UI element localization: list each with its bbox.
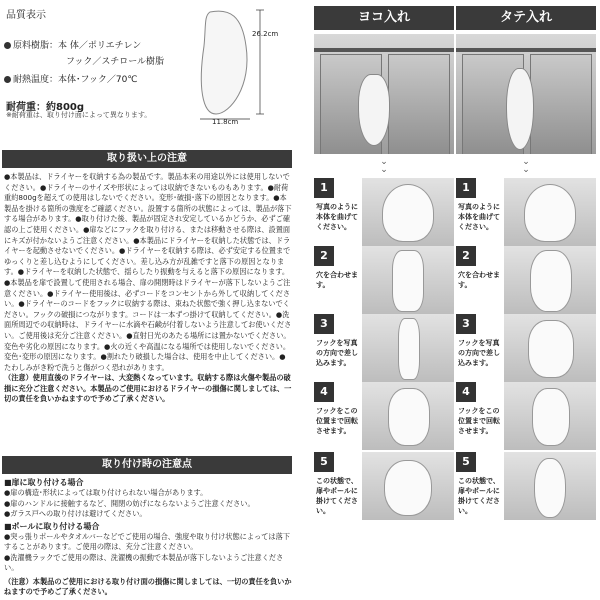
step-number: 2 xyxy=(456,246,476,266)
step-vertical-3 xyxy=(456,314,596,382)
step-number: 1 xyxy=(314,178,334,198)
step-photo xyxy=(362,452,454,520)
column-header-vertical: タテ入れ xyxy=(456,6,596,30)
caution-banner: 取り扱い上の注意 xyxy=(2,150,292,168)
step-text: 穴を合わせます。 xyxy=(458,271,500,289)
photo-horizontal-mounted xyxy=(314,34,454,154)
dimension-height: 26.2cm xyxy=(252,30,279,38)
photo-vertical-mounted xyxy=(456,34,596,154)
step-vertical-1 xyxy=(456,178,596,246)
step-vertical-5 xyxy=(456,452,596,520)
install-door-title: ■扉に取り付ける場合 xyxy=(4,478,84,487)
step-text: この状態で、扉やポールに掛けてください。 xyxy=(458,477,500,515)
spec-line-heat: 耐熱温度：本体･フック／70℃ xyxy=(4,74,137,87)
step-number: 1 xyxy=(456,178,476,198)
step-number: 2 xyxy=(314,246,334,266)
step-horizontal-2 xyxy=(314,246,454,314)
product-dimension-figure xyxy=(190,6,286,124)
step-photo xyxy=(362,178,454,246)
dimension-width: 11.8cm xyxy=(212,118,239,126)
step-number: 3 xyxy=(314,314,334,334)
step-photo xyxy=(504,246,596,314)
install-door-line: ●扉のハンドルに接触するなど、開閉の妨げにならないようご注意ください。 xyxy=(4,498,255,508)
step-photo xyxy=(362,314,454,382)
bullet-icon xyxy=(4,76,11,83)
step-number: 5 xyxy=(456,452,476,472)
step-photo xyxy=(362,382,454,450)
step-number: 4 xyxy=(456,382,476,402)
step-text: フックを写真の方向で差し込みます。 xyxy=(316,339,358,367)
step-vertical-2 xyxy=(456,246,596,314)
install-pole-title: ■ポールに取り付ける場合 xyxy=(4,521,100,531)
step-number: 5 xyxy=(314,452,334,472)
step-text: フックをこの位置まで回転させます。 xyxy=(458,407,500,435)
install-door-line: ●ガラス戸への取り付けは避けてください。 xyxy=(4,509,147,519)
step-text: 穴を合わせます。 xyxy=(316,271,358,289)
caution-warning: （注意）使用直後のドライヤーは、大変熱くなっています。収納する際は火傷や製品の破損に充分ご注意ください。本製品のご使用におけるドライヤーの損傷に関しましては、一切の責任を負いかねますので予めご了承ください。 xyxy=(4,373,292,404)
spec-line-material: 原料樹脂：本 体／ポリエチレン xyxy=(4,40,141,53)
step-horizontal-4 xyxy=(314,382,454,450)
step-text: この状態で、扉やポールに掛けてください。 xyxy=(316,477,358,515)
step-text: フックをこの位置まで回転させます。 xyxy=(316,407,358,435)
spec-title: 品質表示 xyxy=(6,10,46,21)
step-text: 写真のように本体を曲げてください。 xyxy=(458,203,500,231)
step-number: 4 xyxy=(314,382,334,402)
spec-line-hook: フック／スチロール樹脂 xyxy=(66,57,165,67)
column-header-horizontal: ヨコ入れ xyxy=(314,6,454,30)
bullet-icon xyxy=(4,42,11,49)
caution-text xyxy=(4,172,292,405)
install-final-note: （注意）本製品のご使用における取り付け面の損傷に関しましては、一切の責任を負いかねますので予めご了承ください。 xyxy=(4,576,292,597)
install-pole-line: ●突っ張りポールやタオルバーなどでご使用の場合、強度や取り付け状態によっては落下することがあります。ご使用の際は、充分ご注意ください。 xyxy=(4,532,290,552)
step-photo xyxy=(362,246,454,314)
chevron-down-icon: ⌄ ⌄ xyxy=(522,157,530,175)
install-pole-line: ●洗濯機ラックでご使用の際は、洗濯機の振動で本製品が落下しないようご注意ください。 xyxy=(4,552,284,573)
step-horizontal-1 xyxy=(314,178,454,246)
chevron-down-icon: ⌄ ⌄ xyxy=(380,157,388,175)
step-photo xyxy=(504,178,596,246)
step-horizontal-5 xyxy=(314,452,454,520)
step-photo xyxy=(504,452,596,520)
step-photo xyxy=(504,314,596,382)
caution-body: ●本製品は、ドライヤーを収納する為の製品です。製品本来の用途以外には使用しないでください。●ドライヤーのサイズや形状によっては収納できないものもあります。●耐荷重約800gを超えての使用はしないでください。変形･破損･落下の原因となります。●本製品を掛ける箇所の強度をご確認ください。設置する箇所の状態によっては、製品が落下する場合があります。●取り付けた後、製品が固定され安定しているかどうか、必ずご確認の上ご使用ください。●扉などにフックを取り付ける、または移動させる際は、設置面にキズが付かないようご注意ください。●本製品にドライヤーを収納した状態では、ドライヤーを起動させないでください。●ドライヤーを収納する際は、必ず安定する位置までゆっくりと差し込むようにしてください。差し込み方が乱雑ですと落下の原因となります。●ドライヤーを収納した状態で、揺らしたり振動を与えると落下の原因になります。●本製品を扉で設置して使用される場合、扉の開閉時はドライヤーが落下しないようご注意ください。●ドライヤー使用後は、必ずコードをコンセントから外して収納してください。●ドライヤーのコードをフックに収納する際は、束ねた状態で強く押し込まないでください。フックの破損につながります。コードは一本ずつ掛けて収納してください。●洗面所周辺での収納時は、ドライヤーに水滴や石鹸が付着しないよう注意してお使いください。ご使用後は充分ご注意ください。●直射日光のあたる場所には置かないでください。変色や劣化の原因になります。●火の近くや高温になる場所では使用しないでください。変色･変形の原因になります。●割れたり破損した場合は、使用を中止してください。●たわしみがき粉で洗うと傷がつく恐れがあります。 xyxy=(4,172,292,372)
step-vertical-4 xyxy=(456,382,596,450)
weight-capacity: 耐荷重：約800g xyxy=(6,102,85,113)
weight-note: ※耐荷重は、取り付け面によって異なります。 xyxy=(6,111,152,119)
step-number: 3 xyxy=(456,314,476,334)
install-text xyxy=(4,478,292,597)
step-horizontal-3 xyxy=(314,314,454,382)
step-photo xyxy=(504,382,596,450)
step-text: 写真のように本体を曲げてください。 xyxy=(316,203,358,231)
install-banner: 取り付け時の注意点 xyxy=(2,456,292,474)
step-text: フックを写真の方向で差し込みます。 xyxy=(458,339,500,367)
install-door-line: ●扉の構造･形状によっては取り付けられない場合があります。 xyxy=(4,488,208,498)
